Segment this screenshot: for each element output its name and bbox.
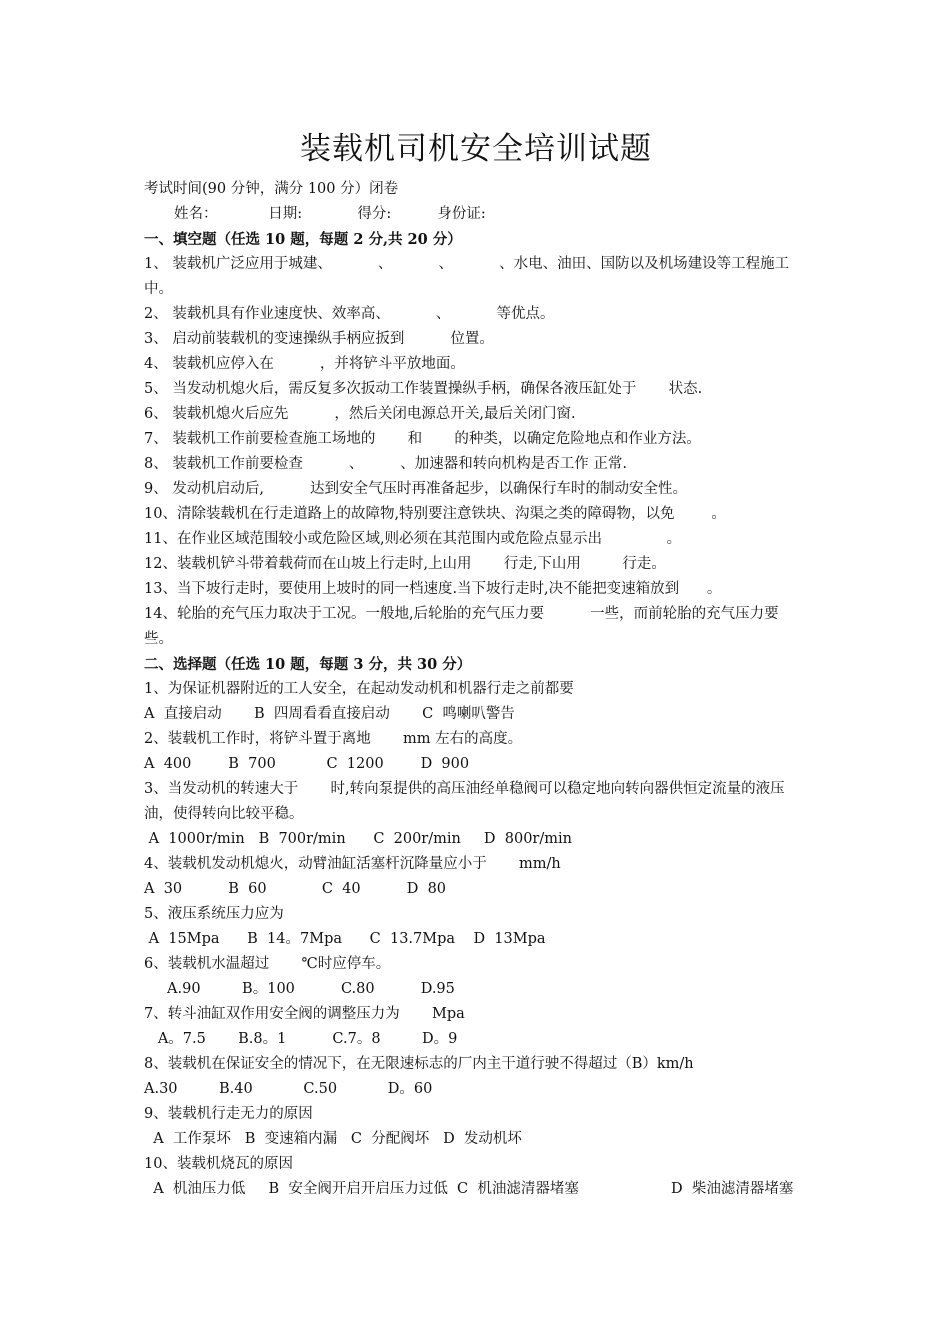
section-1-heading: 一、填空题（任选 10 题，每题 2 分,共 20 分） (144, 231, 462, 248)
fill-in-item-2: 2、 装载机具有作业速度快、效率高、 、 等优点。 (144, 306, 555, 322)
fill-in-item-8: 8、 装载机工作前要检查 、 、加速器和转向机构是否工作 正常. (144, 456, 628, 472)
choice-options-6: A.90 B。100 C.80 D.95 (144, 981, 455, 997)
fill-in-item-1: 1、 装载机广泛应用于城建、 、 、 、水电、油田、国防以及机场建设等工程施工中。 (144, 256, 790, 297)
fill-in-item-9: 9、 发动机启动后, 达到安全气压时再准备起步，以确保行车时的制动安全性。 (144, 481, 688, 497)
personal-info: 姓名： 日期: 得分: 身份证: (174, 206, 486, 222)
choice-options-1: A 直接启动 B 四周看看直接启动 C 鸣喇叭警告 (144, 706, 515, 722)
choice-question-10: 10、装载机烧瓦的原因 (144, 1156, 293, 1172)
fill-in-item-7: 7、 装载机工作前要检查施工场地的 和 的种类，以确定危险地点和作业方法。 (144, 431, 701, 447)
fill-in-item-6: 6、 装载机熄火后应先 ，然后关闭电源总开关,最后关闭门窗. (144, 406, 576, 422)
fill-in-item-10: 10、清除装载机在行走道路上的故障物,特别要注意铁块、沟渠之类的障碍物，以免 。 (144, 506, 726, 522)
choice-question-1: 1、为保证机器附近的工人安全，在起动发动机和机器行走之前都要 (144, 681, 574, 697)
choice-question-4: 4、装载机发动机熄火，动臂油缸活塞杆沉降量应小于 mm/h (144, 856, 561, 872)
exam-info: 考试时间(90 分钟，满分 100 分）闭卷 (144, 181, 399, 197)
choice-question-2: 2、装载机工作时，将铲斗置于离地 mm 左右的高度。 (144, 731, 523, 747)
fill-in-item-3: 3、 启动前装载机的变速操纵手柄应扳到 位置。 (144, 331, 494, 347)
choice-options-8: A.30 B.40 C.50 D。60 (144, 1081, 433, 1097)
choice-question-5: 5、液压系统压力应为 (144, 906, 284, 922)
fill-in-item-5: 5、 当发动机熄火后，需反复多次扳动工作装置操纵手柄，确保各液压缸处于 状态. (144, 381, 703, 397)
document-title: 装载机司机安全培训试题 (300, 131, 652, 167)
choice-options-2: A 400 B 700 C 1200 D 900 (144, 756, 470, 772)
fill-in-item-13: 13、当下坡行走时，要使用上坡时的同一档速度.当下坡行走时,决不能把变速箱放到 。 (144, 581, 722, 597)
choice-options-5: A 15Mpa B 14。7Mpa C 13.7Mpa D 13Mpa (144, 931, 546, 947)
choice-options-3: A 1000r/min B 700r/min C 200r/min D 800r/min (144, 831, 572, 847)
choice-options-9: A 工作泵坏 B 变速箱内漏 C 分配阀坏 D 发动机坏 (144, 1131, 522, 1147)
choice-question-7: 7、转斗油缸双作用安全阀的调整压力为 Mpa (144, 1006, 465, 1022)
choice-options-10: A 机油压力低 B 安全阀开启开启压力过低 C 机油滤清器堵塞 D 柴油滤清器堵塞 (144, 1181, 794, 1197)
choice-options-4: A 30 B 60 C 40 D 80 (144, 881, 447, 897)
fill-in-item-12: 12、装载机铲斗带着载荷而在山坡上行走时,上山用 行走,下山用 行走。 (144, 556, 666, 572)
choice-options-7: A。7.5 B.8。1 C.7。8 D。9 (144, 1031, 458, 1047)
choice-question-8: 8、装载机在保证安全的情况下，在无限速标志的厂内主干道行驶不得超过（B）km/h (144, 1056, 694, 1072)
fill-in-item-14: 14、轮胎的充气压力取决于工况。一般地,后轮胎的充气压力要 一些，而前轮胎的充气压力要 些。 (144, 606, 821, 647)
fill-in-item-11: 11、在作业区域范围较小或危险区域,则必须在其范围内或危险点显示出 。 (144, 531, 682, 547)
section-2-heading: 二、选择题（任选 10 题，每题 3 分，共 30 分） (144, 656, 472, 673)
fill-in-item-4: 4、 装载机应停入在 ，并将铲斗平放地面。 (144, 356, 465, 372)
document-content (144, 125, 821, 1202)
choice-question-6: 6、装载机水温超过 ℃时应停车。 (144, 956, 391, 972)
choice-question-9: 9、装载机行走无力的原因 (144, 1106, 313, 1122)
choice-question-3: 3、当发动机的转速大于 时,转向泵提供的高压油经单稳阀可以稳定地向转向器供恒定流量的液压油，使得转向比较平稳。 (144, 781, 785, 822)
